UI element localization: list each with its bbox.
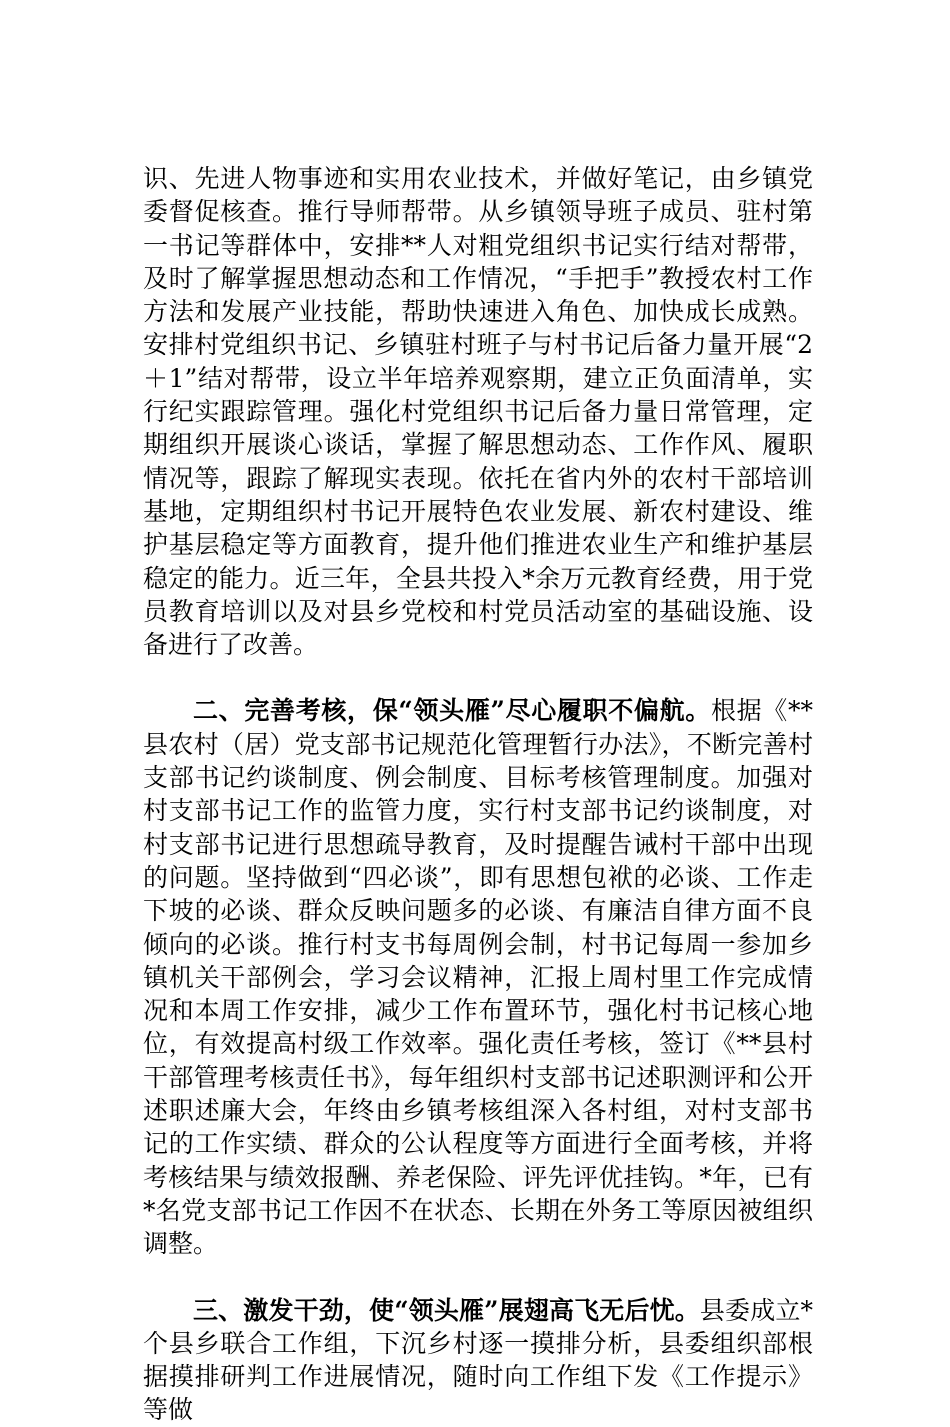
paragraph-gap xyxy=(143,1261,813,1294)
paragraph-continued xyxy=(143,162,813,661)
paragraph-section-2 xyxy=(143,694,813,1260)
section-heading: 二、完善考核，保“领头雁”尽心履职不偏航。 xyxy=(193,696,711,726)
paragraph-text: 根据《**县农村（居）党支部书记规范化管理暂行办法》，不断完善村支部书记约谈制度、例会制度、目标考核管理制度。加强对村支部书记工作的监管力度，实行村支部书记约谈制度，对村支部书记进行思想疏导教育，及时提醒告诫村干部中出现的问题。坚持做到“四必谈”，即有思想包袱的必谈、工作走下坡的必谈、群众反映问题多的必谈、有廉洁自律方面不良倾向的必谈。推行村支书每周例会制，村书记每周一参加乡镇机关干部例会，学习会议精神，汇报上周村里工作完成情况和本周工作安排，减少工作布置环节，强化村书记核心地位，有效提高村级工作效率。强化责任考核，签订《**县村干部管理考核责任书》，每年组织村支部书记述职测评和公开述职述廉大会，年终由乡镇考核组深入各村组，对村支部书记的工作实绩、群众的公认程度等方面进行全面考核，并将考核结果与绩效报酬、养老保险、评先评优挂钩。*年，已有*名党支部书记工作因不在状态、长期在外务工等原因被组织调整。 xyxy=(143,696,813,1259)
paragraph-text: 县委成立*个县乡联合工作组，下沉乡村逐一摸排分析，县委组织部根据摸排研判工作进展情况，随时向工作组下发《工作提示》等做 xyxy=(143,1295,813,1425)
document-page xyxy=(143,162,813,1427)
paragraph-section-3 xyxy=(143,1294,813,1427)
paragraph-gap xyxy=(143,661,813,694)
section-heading: 三、激发干劲，使“领头雁”展翅高飞无后忧。 xyxy=(193,1295,700,1325)
paragraph-text: 识、先进人物事迹和实用农业技术，并做好笔记，由乡镇党委督促核查。推行导师帮带。从乡镇领导班子成员、驻村第一书记等群体中，安排**人对粗党组织书记实行结对帮带，及时了解掌握思想动态和工作情况，“手把手”教授农村工作方法和发展产业技能，帮助快速进入角色、加快成长成熟。安排村党组织书记、乡镇驻村班子与村书记后备力量开展“2＋1”结对帮带，设立半年培养观察期，建立正负面清单，实行纪实跟踪管理。强化村党组织书记后备力量日常管理，定期组织开展谈心谈话，掌握了解思想动态、工作作风、履职情况等，跟踪了解现实表现。依托在省内外的农村干部培训基地，定期组织村书记开展特色农业发展、新农村建设、维护基层稳定等方面教育，提升他们推进农业生产和维护基层稳定的能力。近三年，全县共投入*余万元教育经费，用于党员教育培训以及对县乡党校和村党员活动室的基础设施、设备进行了改善。 xyxy=(143,164,813,660)
